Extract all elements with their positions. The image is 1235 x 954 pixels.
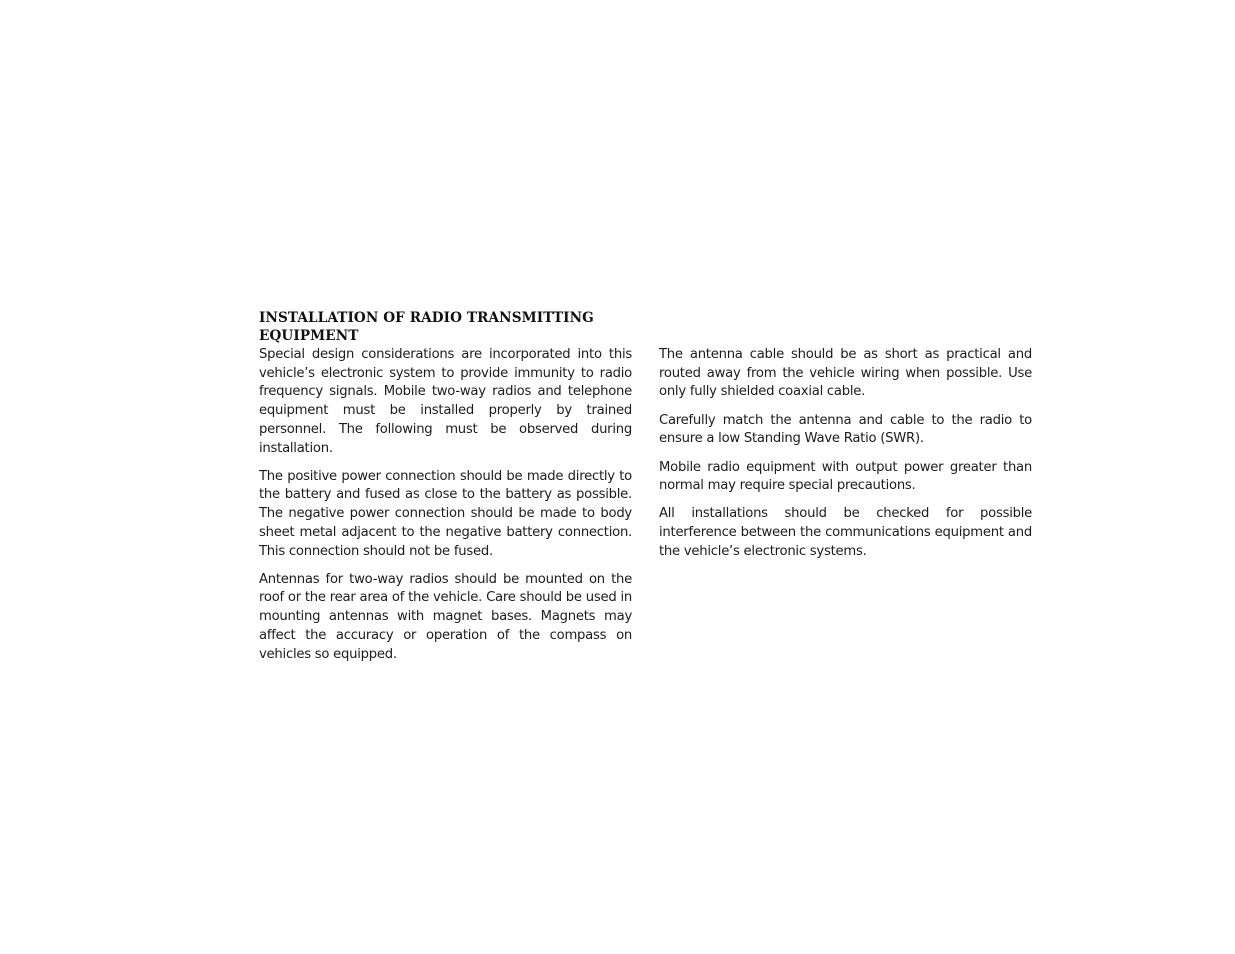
left-column [259,346,632,674]
paragraph: All installations should be checked for possible interference between the communications equipment and the vehicle’s electronic systems. [659,506,1032,559]
paragraph: The antenna cable should be as short as practical and routed away from the vehicle wiring when possible. Use only fully shielded coaxial cable. [659,347,1032,400]
paragraph: Carefully match the antenna and cable to the radio to ensure a low Standing Wave Ratio (SWR). [659,412,1032,447]
section-heading: INSTALLATION OF RADIO TRANSMITTING EQUIPMENT [259,310,594,344]
paragraph: Special design considerations are incorporated into this vehicle’s electronic system to provide immunity to radio frequency signals. Mobile two-way radios and telephone equipment must be installed properly by trained personnel. The following must be observed during installation. [259,347,632,456]
paragraph: The positive power connection should be made directly to the battery and fused as close to the battery as possible. The negative power connection should be made to body sheet metal adjacent to the negative battery connection. This connection should not be fused. [259,468,632,559]
right-column [659,346,1032,571]
paragraph: Antennas for two-way radios should be mounted on the roof or the rear area of the vehicle. Care should be used in mounting antennas with magnet bases. Magnets may affect the accuracy or operation of the compass on vehicles so equipped. [259,571,632,662]
paragraph: Mobile radio equipment with output power greater than normal may require special precautions. [659,459,1032,494]
